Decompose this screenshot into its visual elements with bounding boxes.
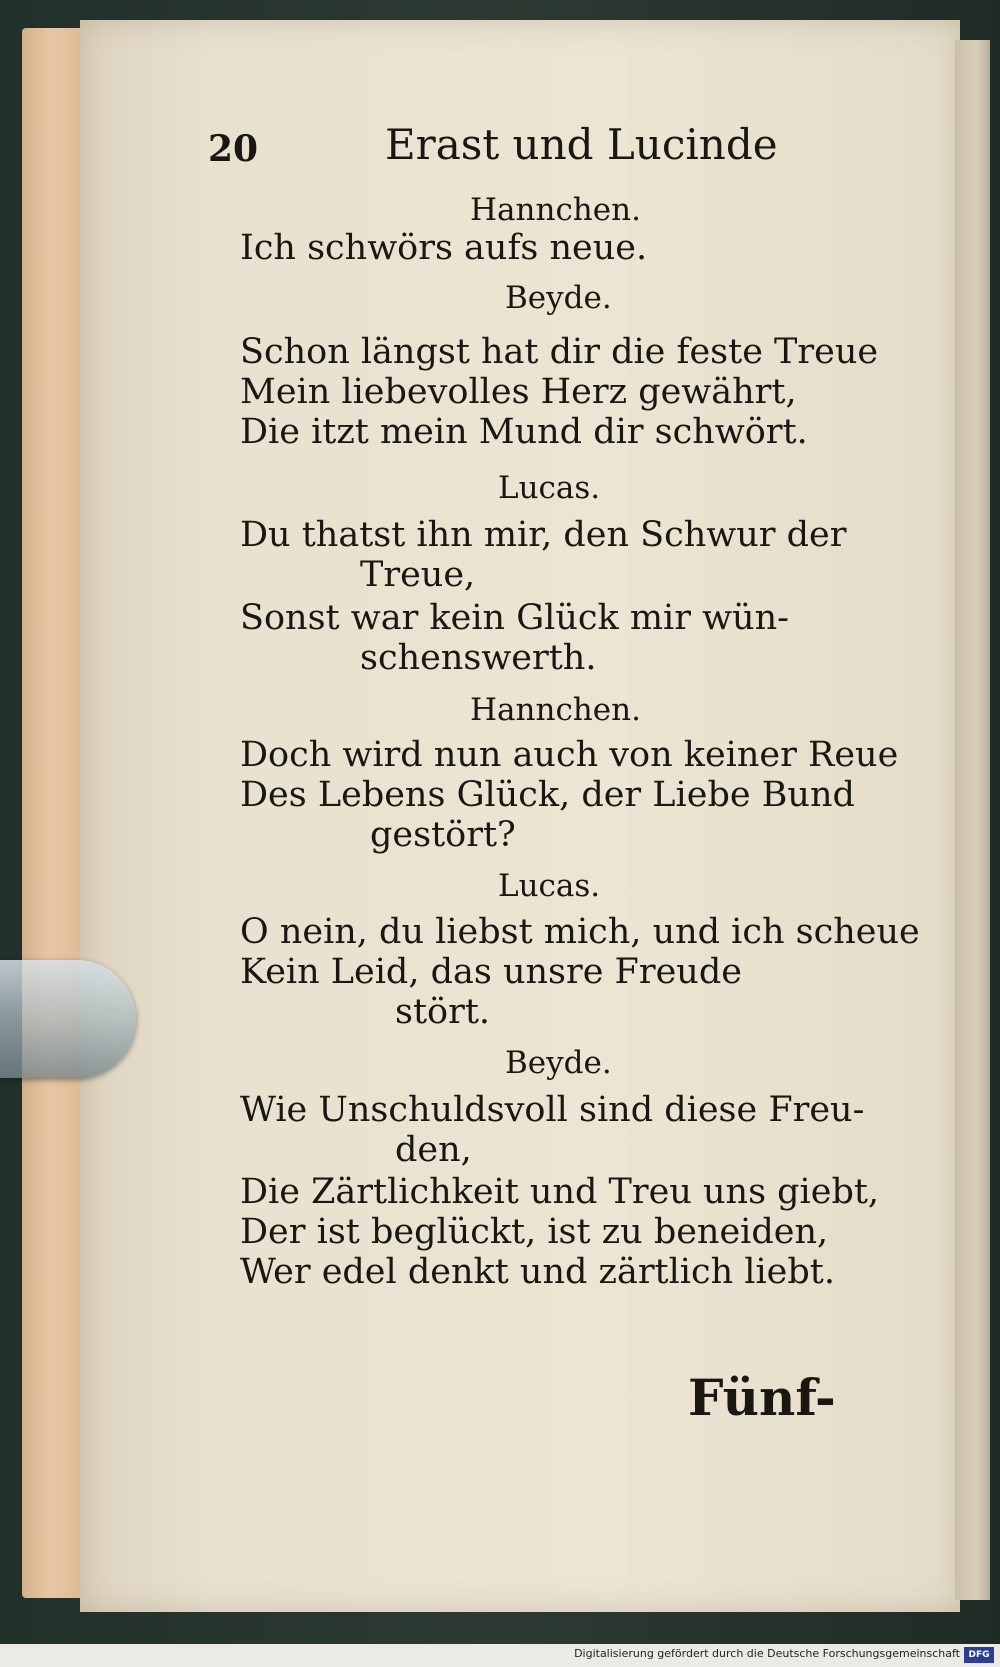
verse-line: Wie Unschuldsvoll sind diese Freu-	[240, 1090, 865, 1130]
verse-line: Ich schwörs aufs neue.	[240, 228, 648, 268]
verse-line: stört.	[395, 992, 491, 1032]
verse-line: Kein Leid, das unsre Freude	[240, 952, 742, 992]
verse-line: Der ist beglückt, ist zu beneiden,	[240, 1212, 829, 1252]
verse-line: Des Lebens Glück, der Liebe Bund	[240, 775, 855, 815]
digitization-footer	[0, 1644, 1000, 1667]
speaker-label: Hannchen.	[470, 192, 641, 228]
speaker-label: Lucas.	[498, 470, 601, 506]
footer-credit: Digitalisierung gefördert durch die Deutsche Forschungsgemeinschaft	[574, 1647, 960, 1660]
page-clip	[0, 960, 136, 1078]
running-title: Erast und Lucinde	[385, 120, 778, 169]
verse-line: Du thatst ihn mir, den Schwur der	[240, 515, 847, 555]
dfg-logo-icon: DFG	[964, 1647, 994, 1663]
verse-line: Die Zärtlichkeit und Treu uns giebt,	[240, 1172, 880, 1212]
speaker-label: Beyde.	[505, 280, 612, 316]
page-number: 20	[208, 128, 259, 170]
verse-line: Die itzt mein Mund dir schwört.	[240, 412, 808, 452]
verse-line: Schon längst hat dir die feste Treue	[240, 332, 879, 372]
verse-line: Treue,	[360, 555, 476, 595]
verse-line: gestört?	[370, 815, 516, 855]
speaker-label: Lucas.	[498, 868, 601, 904]
verse-line: Mein liebevolles Herz gewährt,	[240, 372, 797, 412]
verse-line: schenswerth.	[360, 638, 597, 678]
speaker-label: Beyde.	[505, 1045, 612, 1081]
catchword: Fünf-	[688, 1368, 836, 1427]
facing-page-edge	[955, 40, 990, 1600]
verse-line: Sonst war kein Glück mir wün-	[240, 598, 789, 638]
speaker-label: Hannchen.	[470, 692, 641, 728]
verse-line: O nein, du liebst mich, und ich scheue	[240, 912, 920, 952]
verse-line: den,	[395, 1130, 472, 1170]
verse-line: Doch wird nun auch von keiner Reue	[240, 735, 899, 775]
verse-line: Wer edel denkt und zärtlich liebt.	[240, 1252, 835, 1292]
